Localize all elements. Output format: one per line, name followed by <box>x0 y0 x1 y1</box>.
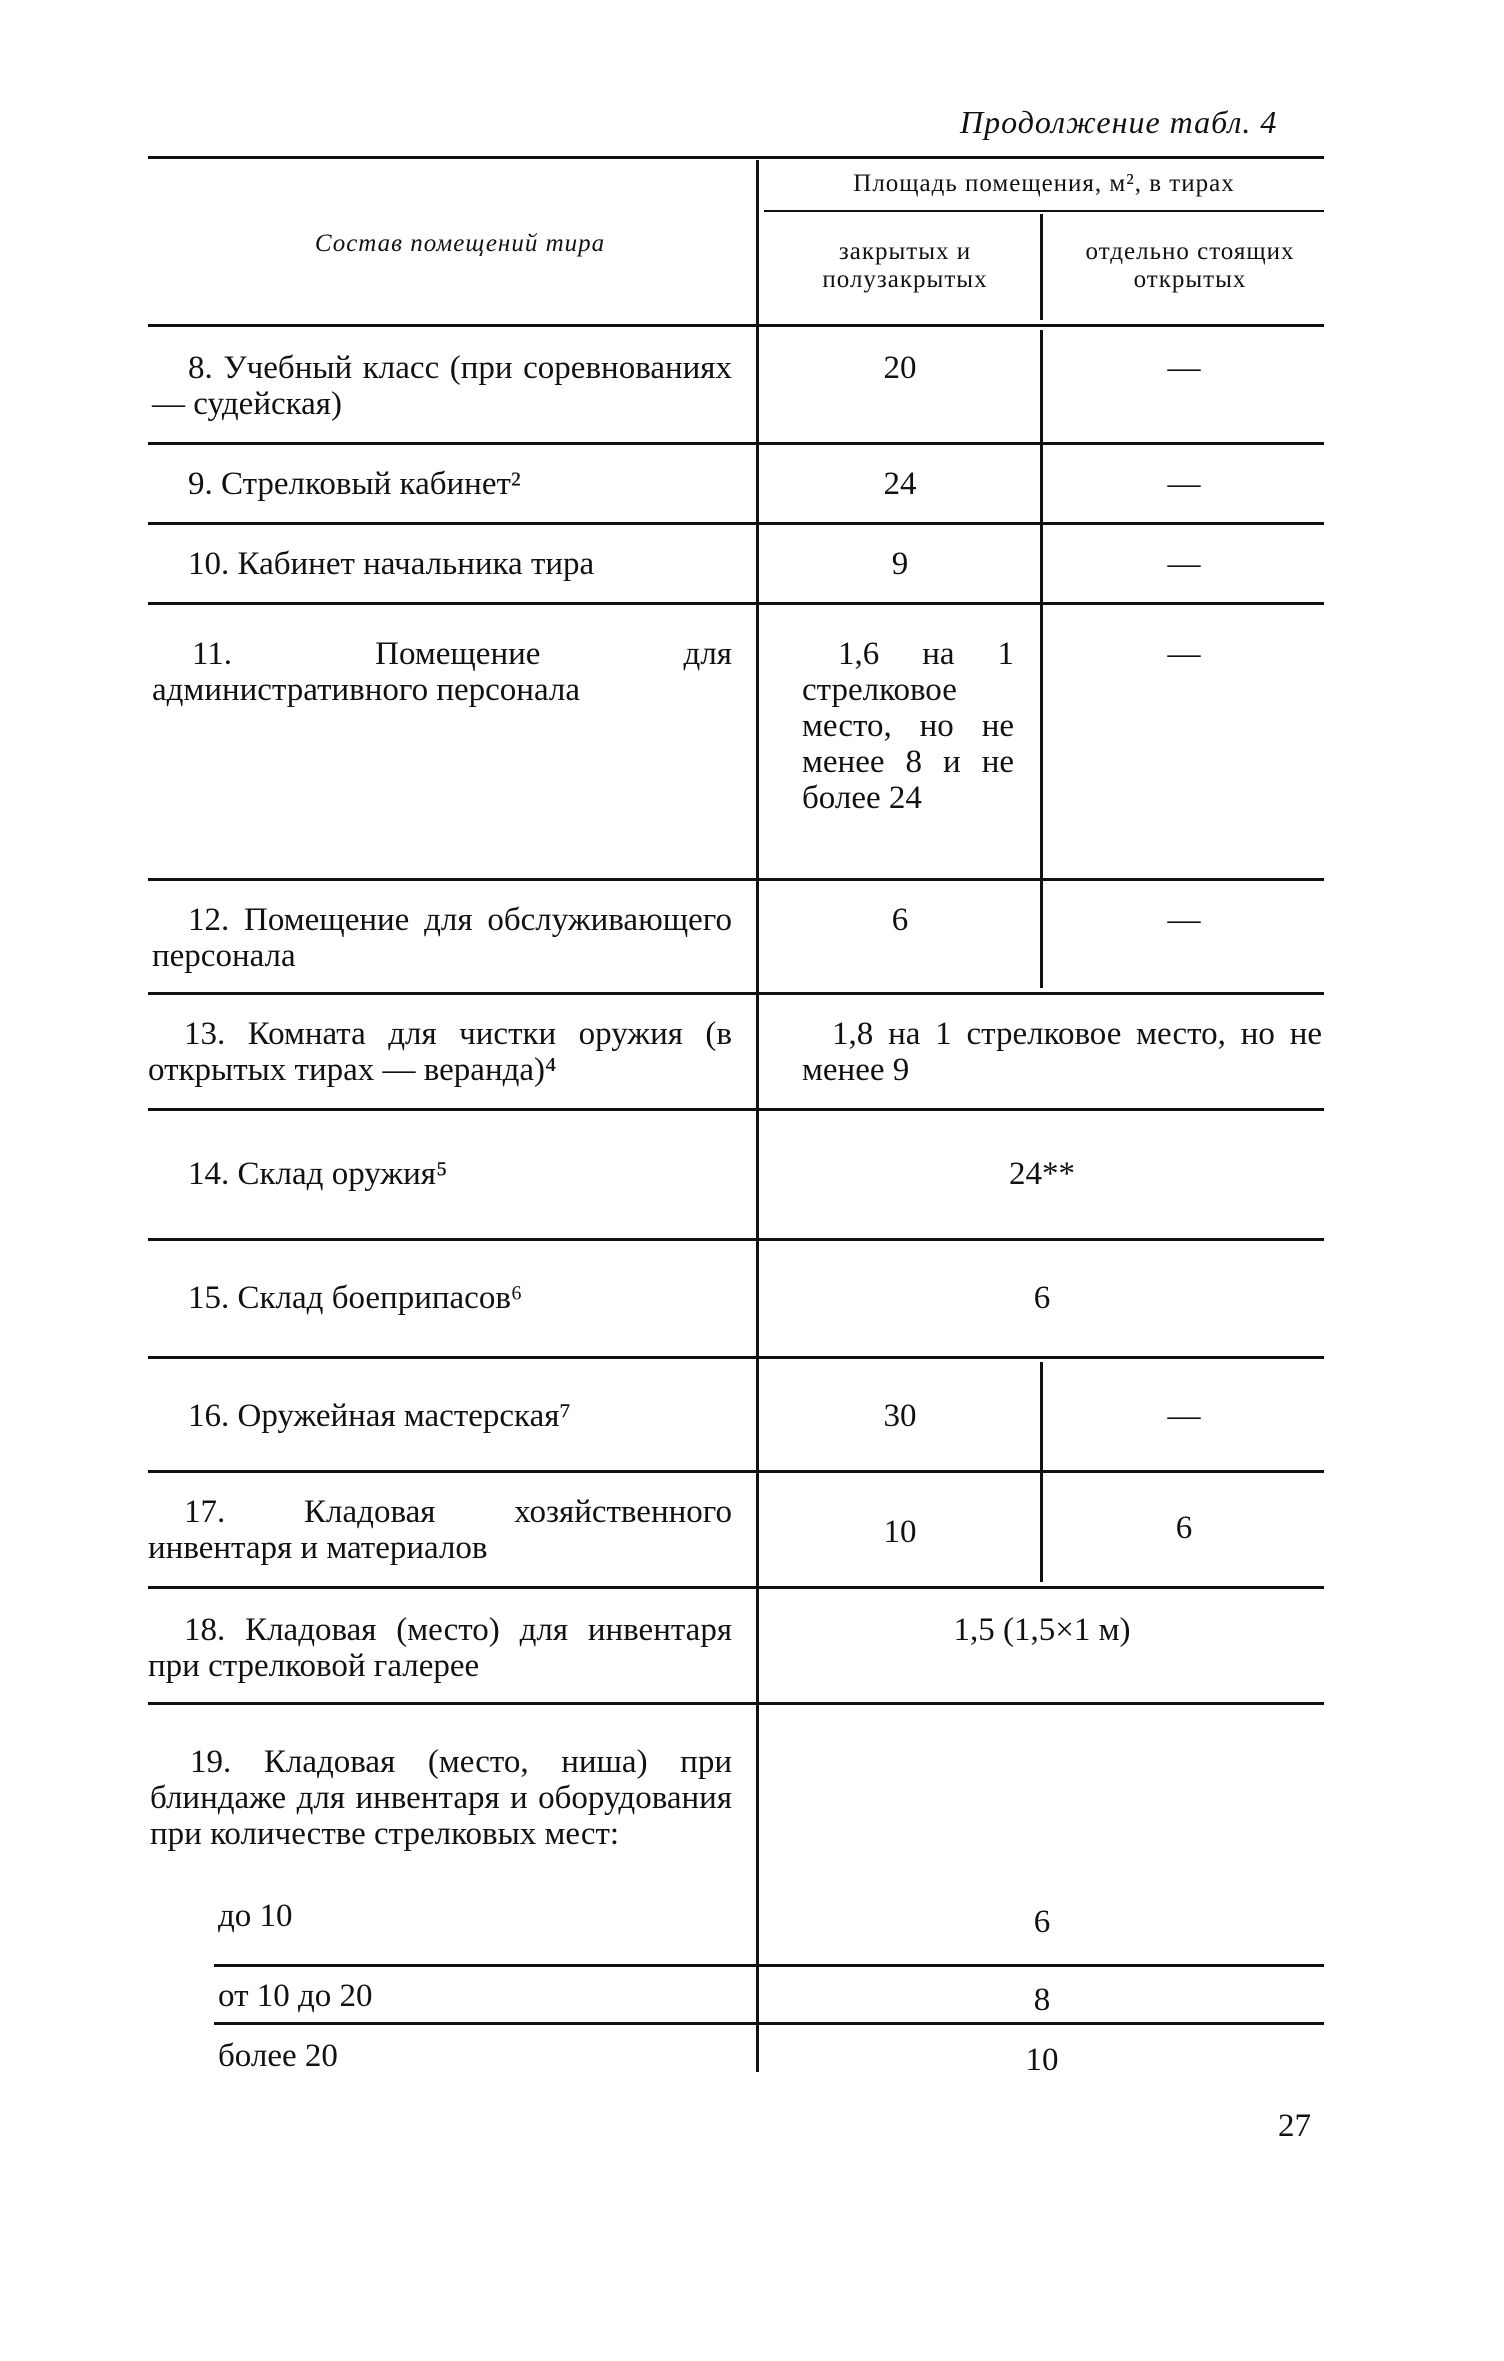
row-12-closed: 6 <box>891 902 909 938</box>
rule-sub-1 <box>214 1964 1324 1967</box>
row-10-open: — <box>1167 546 1201 582</box>
rule-group-header <box>764 210 1324 212</box>
table-caption: Продолжение табл. 4 <box>960 104 1278 140</box>
row-9-closed: 24 <box>883 466 917 502</box>
rule-row-10 <box>148 602 1324 605</box>
header-col-closed: закрытых и полузакрытых <box>822 238 988 293</box>
rule-row-14 <box>148 1238 1324 1241</box>
row-16-name: 16. Оружейная мастерская⁷ <box>188 1398 571 1434</box>
row-9-name: 9. Стрелковый кабинет² <box>188 466 521 502</box>
row-19-sub-1-value: 6 <box>1033 1904 1051 1940</box>
row-10-closed: 9 <box>891 546 909 582</box>
row-14-name: 14. Склад оружия⁵ <box>188 1156 448 1192</box>
vrule-main <box>756 160 759 2072</box>
row-18-name: 18. Кладовая (место) для инвентаря при стрелковой галерее <box>148 1612 732 1684</box>
rule-row-13 <box>148 1108 1324 1111</box>
rule-row-12 <box>148 992 1324 995</box>
row-16-open: — <box>1167 1398 1201 1434</box>
page-number: 27 <box>1278 2108 1311 2144</box>
row-19-sub-3-label: более 20 <box>218 2038 338 2074</box>
rule-sub-2 <box>214 2022 1324 2025</box>
rule-row-17 <box>148 1586 1324 1589</box>
row-11-name: 11. Помещение для административного персонала <box>152 636 732 708</box>
row-15-both: 6 <box>1033 1280 1051 1316</box>
rule-top <box>148 156 1324 159</box>
row-16-closed: 30 <box>883 1398 917 1434</box>
vrule-rows-8-12 <box>1040 330 1043 988</box>
row-13-name: 13. Комната для чистки оружия (в открытых тирах — веранда)⁴ <box>148 1016 732 1088</box>
row-8-closed: 20 <box>883 350 917 386</box>
row-19-sub-1-label: до 10 <box>218 1898 293 1934</box>
row-8-open: — <box>1167 350 1201 386</box>
row-11-open: — <box>1167 636 1201 672</box>
rule-row-11 <box>148 878 1324 881</box>
header-col-name: Состав помещений тира <box>314 230 606 257</box>
row-19-sub-2-label: от 10 до 20 <box>218 1978 373 2014</box>
row-13-both: 1,8 на 1 стрелковое место, но не менее 9 <box>802 1016 1322 1088</box>
vrule-rows-16-17 <box>1040 1362 1043 1582</box>
rule-row-15 <box>148 1356 1324 1359</box>
header-area-group: Площадь помещения, м², в тирах <box>853 170 1235 197</box>
rule-row-8 <box>148 442 1324 445</box>
row-17-open: 6 <box>1175 1510 1193 1546</box>
row-14-both: 24** <box>1009 1156 1075 1192</box>
row-12-name: 12. Помещение для обслуживающего персонала <box>152 902 732 974</box>
row-9-open: — <box>1167 466 1201 502</box>
row-8-name: 8. Учебный класс (при соревнованиях — судейская) <box>152 350 732 422</box>
vrule-header <box>1040 214 1043 320</box>
row-12-open: — <box>1167 902 1201 938</box>
row-15-name: 15. Склад боеприпасов⁶ <box>188 1280 523 1316</box>
rule-row-16 <box>148 1470 1324 1473</box>
row-19-sub-2-value: 8 <box>1033 1982 1051 2018</box>
row-19-sub-3-value: 10 <box>1025 2042 1059 2078</box>
header-col-open: отдельно стоящих открытых <box>1085 238 1295 293</box>
row-11-closed: 1,6 на 1 стрелковое место, но не менее 8 и не более 24 <box>802 636 1014 816</box>
row-17-name: 17. Кладовая хозяйственного инвентаря и материалов <box>148 1494 732 1566</box>
rule-row-18 <box>148 1702 1324 1705</box>
rule-header-bottom <box>148 324 1324 327</box>
row-18-both: 1,5 (1,5×1 м) <box>953 1612 1131 1648</box>
row-19-name: 19. Кладовая (место, ниша) при блиндаже для инвентаря и оборудования при количестве стрелковых мест: <box>150 1744 732 1852</box>
rule-row-9 <box>148 522 1324 525</box>
row-10-name: 10. Кабинет начальника тира <box>188 546 595 582</box>
row-17-closed: 10 <box>883 1514 917 1550</box>
